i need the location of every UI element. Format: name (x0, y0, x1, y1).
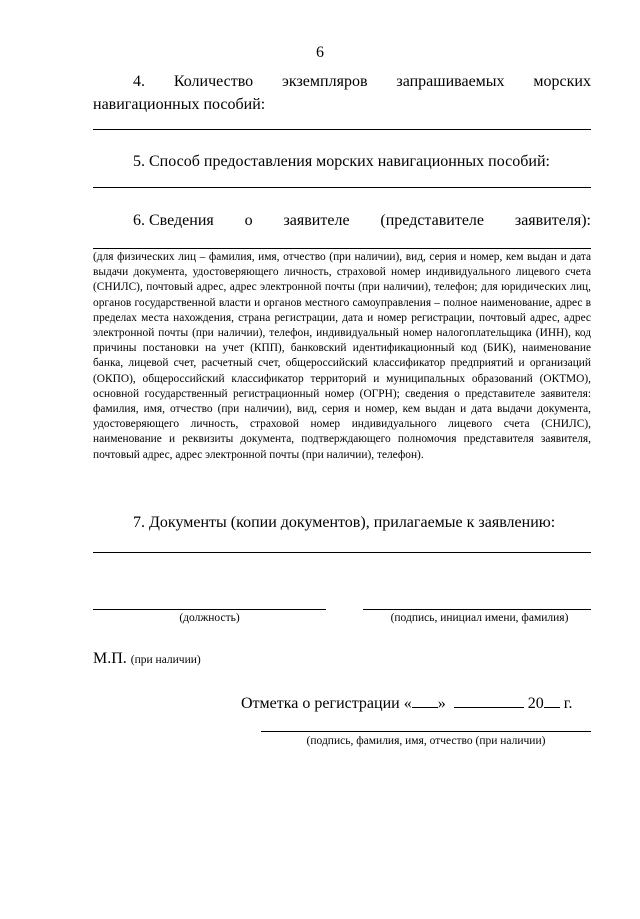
registration-month-blank (454, 693, 524, 708)
registration-label: Отметка о регистрации « (241, 695, 412, 712)
signature-line (363, 609, 591, 610)
item-6-instruction-note: (для физических лиц – фамилия, имя, отчество (при наличии), вид, серия и номер, кем выдан и дата выдачи документа, удостоверяющего личность, страховой номер индивидуального лицевого счета (СНИЛС), почтовый адрес, адрес электронной почты (при наличии), телефон; для юридических лиц, органов государственной власти и органов местного самоуправления – полное наименование, адрес в пределах места нахождения, страна регистрации, дата и номер регистрации, почтовый адрес, адрес электронной почты (при наличии), телефон, индивидуальный номер налогоплательщика (ИНН), код причины постановки на учет (КПП), банковский идентификационный код (БИК), наименование банка, лицевой счет, расчетный счет, общероссийский классификатор предприятий и организаций (ОКПО), общероссийский классификатор территорий и муниципальных образований (ОКТМО), основной государственный регистрационный номер (ОГРН); сведения о представителе заявителя: фамилия, имя, отчество (при наличии), вид, серия и номер, кем выдан и дата выдачи документа, удостоверяющего личность, страховой номер индивидуального лицевого счета (СНИЛС), наименование и реквизиты документа, подтверждающего полномочия представителя заявителя, почтовый адрес, адрес электронной почты (при наличии), телефон). (93, 251, 591, 461)
page-number: 6 (316, 44, 324, 61)
stamp-place (93, 650, 201, 668)
position-signature-line (93, 609, 326, 610)
item-6-word-4: (представителе (380, 212, 485, 229)
item-6-answer-line (93, 248, 591, 249)
registration-signature-line (261, 731, 591, 732)
item-6-word-3: заявителе (283, 212, 350, 229)
registration-year-suffix: г. (563, 695, 573, 712)
registration-year-prefix: 20 (527, 695, 544, 712)
item-6-word-1: 6. Сведения (133, 212, 214, 229)
item-4-answer-line (93, 129, 591, 130)
registration-mark (241, 693, 572, 713)
item-7-answer-line (93, 552, 591, 553)
item-6-applicant-info (93, 209, 591, 232)
item-5-delivery-method: 5. Способ предоставления морских навигационных пособий: (133, 153, 550, 170)
item-6-word-5: заявителя): (514, 212, 591, 229)
stamp-label: М.П. (93, 650, 127, 667)
stamp-note: (при наличии) (130, 654, 201, 666)
registration-year-blank (544, 693, 560, 708)
registration-day-blank (412, 693, 438, 708)
item-4-copies-count: 4. Количество экземпляров запрашиваемых морских навигационных пособий: (93, 73, 591, 113)
position-caption: (должность) (179, 612, 240, 624)
registration-caption: (подпись, фамилия, имя, отчество (при наличии) (306, 735, 546, 747)
registration-close-quote: » (437, 695, 446, 712)
signature-caption: (подпись, инициал имени, фамилия) (390, 612, 569, 624)
item-5-answer-line (93, 187, 591, 188)
item-7-attached-documents: 7. Документы (копии документов), прилагаемые к заявлению: (133, 514, 556, 531)
item-6-word-2: о (244, 212, 253, 229)
